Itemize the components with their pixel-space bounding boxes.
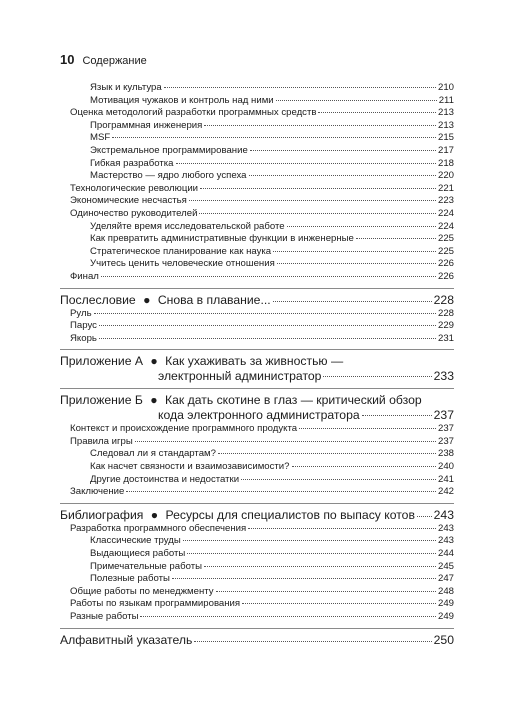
toc-entry-page: 231 xyxy=(437,332,454,344)
dot-leader xyxy=(99,325,436,326)
toc-entry-title: Правила игры xyxy=(70,435,133,447)
bibliography-items xyxy=(60,523,454,624)
toc-entry xyxy=(60,586,454,599)
toc-entry xyxy=(60,535,454,548)
toc-entry xyxy=(60,82,454,95)
dot-leader xyxy=(204,125,436,126)
toc-entry-title: Как превратить административные функции в инженерные xyxy=(90,233,354,245)
toc-entry-title: Мастерство — ядро любого успеха xyxy=(90,170,247,182)
dot-leader xyxy=(204,566,436,567)
toc-entry-page: 228 xyxy=(437,307,454,319)
dot-leader xyxy=(273,301,432,302)
toc-entry-title: Классические труды xyxy=(90,535,181,547)
dot-leader xyxy=(126,491,436,492)
toc-entry-page: 244 xyxy=(437,548,454,560)
bibliography-section xyxy=(60,503,454,624)
toc-entry-page: 238 xyxy=(437,448,454,460)
toc-entry xyxy=(60,183,454,196)
toc-entry xyxy=(60,474,454,487)
toc-entry-title: MSF xyxy=(90,132,111,144)
dot-leader xyxy=(417,516,432,517)
toc-entry-page: 217 xyxy=(437,144,454,156)
toc-entry xyxy=(60,145,454,158)
dot-leader xyxy=(176,163,436,164)
running-title: Содержание xyxy=(82,55,147,67)
toc-entry xyxy=(60,170,454,183)
toc-entry xyxy=(60,320,454,333)
index-heading xyxy=(60,633,454,648)
dot-leader xyxy=(362,415,432,416)
toc-entry xyxy=(60,195,454,208)
bullet-icon: ● xyxy=(143,292,151,307)
toc-entry-page: 211 xyxy=(438,94,454,106)
toc-entry xyxy=(60,95,454,108)
dot-leader xyxy=(101,276,436,277)
dot-leader xyxy=(216,591,436,592)
toc-entry-page: 240 xyxy=(437,461,454,473)
bullet-icon: ● xyxy=(150,507,159,522)
bibliography-heading xyxy=(60,508,454,523)
toc-entry-page: 218 xyxy=(437,157,454,169)
dot-leader xyxy=(189,200,436,201)
toc-entry xyxy=(60,308,454,321)
appendix-a-section xyxy=(60,349,454,384)
toc-entry-title: Парус xyxy=(70,320,97,332)
index-page: 250 xyxy=(433,632,454,647)
toc-entry-page: 224 xyxy=(437,207,454,219)
toc-top-entries xyxy=(60,82,454,284)
toc-entry-title: Уделяйте время исследовательской работе xyxy=(90,220,285,232)
page-number: 10 xyxy=(60,52,75,67)
toc-entry xyxy=(60,221,454,234)
appendix-a-page: 233 xyxy=(433,369,454,384)
toc-entry xyxy=(60,423,454,436)
dot-leader xyxy=(200,188,436,189)
afterword-title: Снова в плавание... xyxy=(157,292,271,307)
toc-entry-title: Как насчет связности и взаимозависимости? xyxy=(90,461,290,473)
dot-leader xyxy=(199,213,436,214)
toc-entry-title: Язык и культура xyxy=(90,82,162,93)
toc-entry-title: Якорь xyxy=(70,332,97,344)
toc-entry-page: 213 xyxy=(437,119,454,131)
toc-entry-title: Гибкая разработка xyxy=(90,157,174,169)
toc-entry xyxy=(60,486,454,499)
toc-entry-page: 237 xyxy=(437,423,454,435)
appendix-b-items xyxy=(60,423,454,499)
appendix-b-line2 xyxy=(60,408,454,423)
toc-entry xyxy=(60,233,454,246)
index-section xyxy=(60,628,454,648)
toc-entry xyxy=(60,246,454,259)
dot-leader xyxy=(299,428,436,429)
dot-leader xyxy=(187,553,436,554)
toc-entry-page: 237 xyxy=(437,435,454,447)
table-of-contents xyxy=(60,82,454,648)
toc-entry-page: 225 xyxy=(437,233,454,245)
dot-leader xyxy=(356,238,436,239)
toc-entry-page: 243 xyxy=(437,522,454,534)
appendix-b-title-line1: Как дать скотине в глаз — критический обзор xyxy=(165,393,422,408)
toc-entry-page: 224 xyxy=(437,220,454,232)
bibliography-label: Библиография xyxy=(60,507,144,522)
page-header xyxy=(60,52,147,67)
dot-leader xyxy=(172,578,436,579)
toc-entry-page: 226 xyxy=(437,270,454,282)
index-title: Алфавитный указатель xyxy=(60,632,193,647)
toc-entry xyxy=(60,258,454,271)
toc-entry-page: 220 xyxy=(437,170,454,182)
toc-entry-page: 245 xyxy=(437,560,454,572)
toc-entry-page: 215 xyxy=(437,132,454,144)
appendix-a-title-line1: Как ухаживать за живностью — xyxy=(165,354,344,369)
toc-entry-title: Экономические несчастья xyxy=(70,195,187,207)
toc-entry-page: 249 xyxy=(437,611,454,622)
dot-leader xyxy=(94,313,436,314)
toc-entry xyxy=(60,271,454,284)
toc-entry-title: Экстремальное программирование xyxy=(90,144,248,156)
dot-leader xyxy=(183,540,436,541)
afterword-page: 228 xyxy=(433,292,454,307)
afterword-heading xyxy=(60,293,454,308)
toc-entry xyxy=(60,132,454,145)
toc-entry-page: 223 xyxy=(437,195,454,207)
dot-leader xyxy=(292,466,436,467)
dot-leader xyxy=(287,226,436,227)
toc-entry-page: 241 xyxy=(437,473,454,485)
toc-entry xyxy=(60,611,454,624)
appendix-b-section xyxy=(60,388,454,499)
dot-leader xyxy=(323,376,431,377)
toc-entry-title: Мотивация чужаков и контроль над ними xyxy=(90,94,274,106)
toc-entry xyxy=(60,561,454,574)
toc-entry xyxy=(60,548,454,561)
appendix-b-title-line2: кода электронного администратора xyxy=(158,408,360,423)
toc-entry-title: Примечательные работы xyxy=(90,560,202,572)
dot-leader xyxy=(99,338,436,339)
toc-entry-title: Другие достоинства и недостатки xyxy=(90,473,240,485)
toc-entry-page: 248 xyxy=(437,585,454,597)
toc-entry-title: Стратегическое планирование как наука xyxy=(90,245,272,257)
toc-entry-title: Заключение xyxy=(70,486,125,498)
toc-entry-title: Общие работы по менеджменту xyxy=(70,585,214,597)
toc-entry xyxy=(60,448,454,461)
dot-leader xyxy=(218,453,436,454)
bibliography-page: 243 xyxy=(433,507,454,522)
appendix-a-label: Приложение А xyxy=(60,354,143,369)
toc-entry xyxy=(60,120,454,133)
toc-entry-title: Оценка методологий разработки программных средств xyxy=(70,107,317,119)
toc-entry-title: Технологические революции xyxy=(70,182,199,194)
dot-leader xyxy=(249,175,436,176)
appendix-b-heading xyxy=(60,393,454,408)
dot-leader xyxy=(135,441,436,442)
dot-leader xyxy=(241,479,436,480)
dot-leader xyxy=(276,100,437,101)
toc-entry-title: Контекст и происхождение программного продукта xyxy=(70,423,298,435)
toc-entry-page: 225 xyxy=(437,245,454,257)
dot-leader xyxy=(273,251,436,252)
toc-entry-title: Работы по языкам программирования xyxy=(70,598,241,610)
dot-leader xyxy=(164,87,436,88)
appendix-b-label: Приложение Б xyxy=(60,393,143,408)
dot-leader xyxy=(250,150,436,151)
dot-leader xyxy=(248,528,436,529)
toc-entry-title: Финал xyxy=(70,270,99,282)
toc-entry xyxy=(60,523,454,536)
appendix-a-heading xyxy=(60,354,454,369)
toc-entry-title: Полезные работы xyxy=(90,573,170,585)
toc-entry-title: Руль xyxy=(70,307,92,319)
toc-entry-page: 221 xyxy=(437,182,454,194)
dot-leader xyxy=(194,641,431,642)
toc-entry-page: 226 xyxy=(437,258,454,270)
toc-entry-title: Выдающиеся работы xyxy=(90,548,186,560)
toc-entry xyxy=(60,598,454,611)
appendix-a-title-line2: электронный администратор xyxy=(158,369,322,384)
dot-leader xyxy=(318,112,436,113)
bullet-icon: ● xyxy=(150,354,158,369)
toc-entry-page: 210 xyxy=(437,82,454,93)
toc-entry xyxy=(60,436,454,449)
afterword-items xyxy=(60,308,454,346)
toc-entry xyxy=(60,208,454,221)
bibliography-title: Ресурсы для специалистов по выпасу котов xyxy=(165,507,415,522)
toc-entry-title: Разработка программного обеспечения xyxy=(70,522,247,534)
toc-entry-page: 213 xyxy=(437,107,454,119)
toc-entry-page: 242 xyxy=(437,486,454,498)
bullet-icon: ● xyxy=(150,393,158,408)
dot-leader xyxy=(277,263,436,264)
dot-leader xyxy=(112,137,436,138)
toc-entry-title: Разные работы xyxy=(70,611,139,622)
toc-entry-title: Следовал ли я стандартам? xyxy=(90,448,216,460)
toc-entry xyxy=(60,461,454,474)
toc-entry-title: Программная инженерия xyxy=(90,119,203,131)
toc-entry-page: 243 xyxy=(437,535,454,547)
toc-entry xyxy=(60,158,454,171)
toc-entry xyxy=(60,333,454,346)
toc-entry-title: Учитесь ценить человеческие отношения xyxy=(90,258,275,270)
toc-entry-page: 229 xyxy=(437,320,454,332)
toc-entry-title: Одиночество руководителей xyxy=(70,207,198,219)
toc-entry-page: 247 xyxy=(437,573,454,585)
toc-entry xyxy=(60,573,454,586)
toc-entry xyxy=(60,107,454,120)
appendix-b-page: 237 xyxy=(433,408,454,423)
dot-leader xyxy=(140,616,436,617)
toc-entry-page: 249 xyxy=(437,598,454,610)
dot-leader xyxy=(242,603,436,604)
appendix-a-line2 xyxy=(60,369,454,384)
afterword-label: Послесловие xyxy=(60,292,136,307)
afterword-section xyxy=(60,288,454,346)
